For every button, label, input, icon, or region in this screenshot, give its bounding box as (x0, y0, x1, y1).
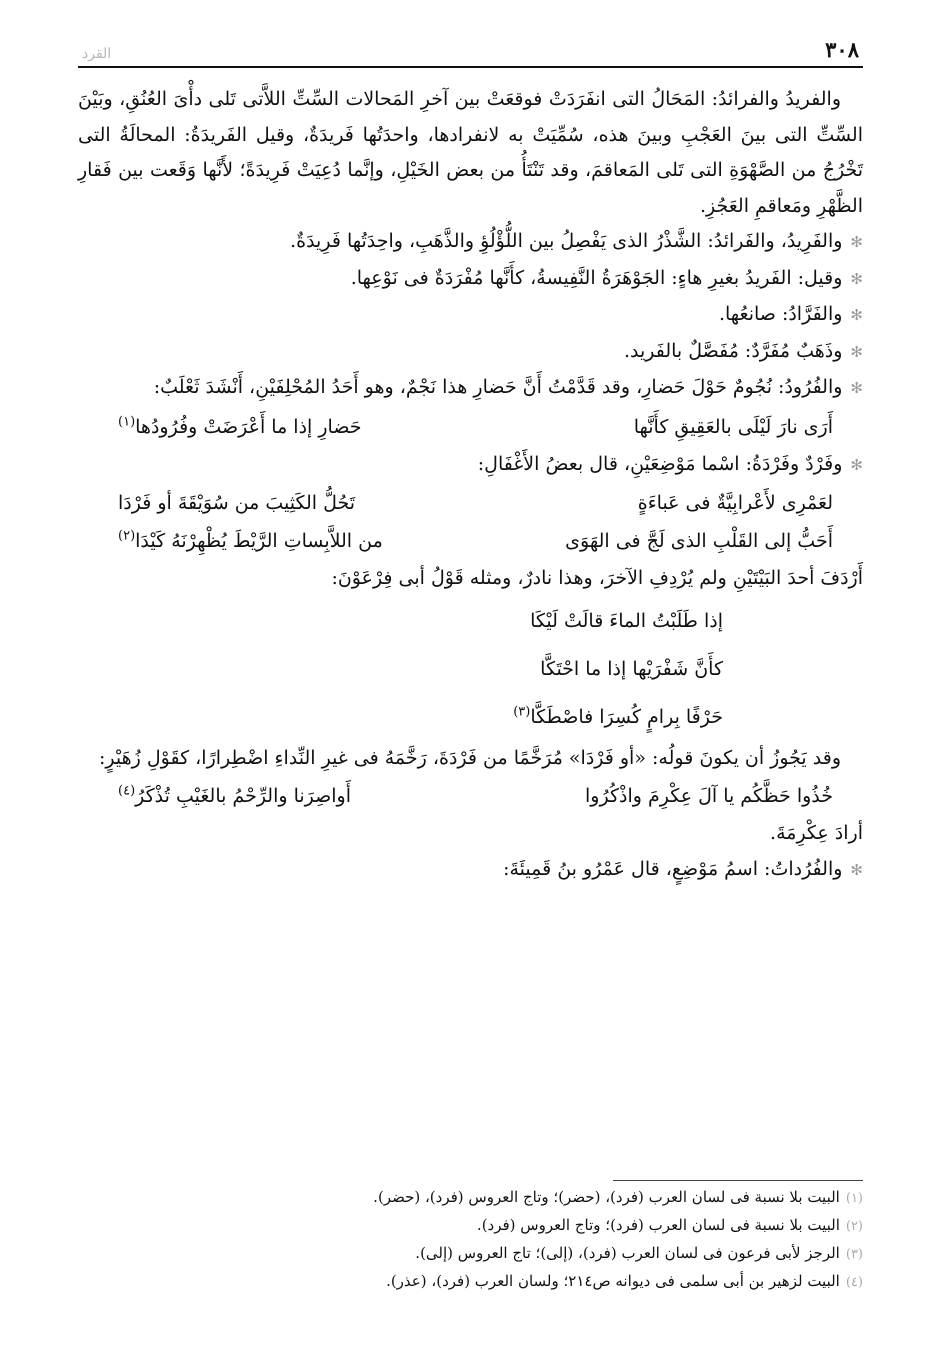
entry-text: وقيل: الفَريدُ بغيرِ هاءٍ: الجَوْهَرَةُ النَّفِيسةُ، كأَنَّها مُفْرَدَةٌ فى نَوْعِها. (350, 266, 843, 289)
footnote-divider (613, 1180, 863, 1181)
star-icon: ✻ (850, 306, 863, 324)
star-icon: ✻ (850, 455, 863, 474)
running-head: القرد (82, 46, 112, 62)
verse-line (78, 778, 863, 814)
page-body (78, 82, 863, 888)
entry-text: والفَرِيدُ، والفَرائدُ: الشَّذْرُ الذى يَفْصِلُ بين اللُّؤْلُؤِ والذَّهَبِ، واحِدَتُها فَرِيدَةٌ. (290, 230, 843, 252)
rajaz-line (78, 693, 863, 741)
star-icon: ✻ (850, 379, 863, 397)
entry-text: وفَرْدٌ وفَرْدَةُ: اسْما مَوْضِعَيْنِ، قال بعضُ الأَغْفَالِ: (477, 452, 843, 475)
entry (78, 447, 863, 484)
paragraph: أَرْدَفَ أحدَ البَيْتَيْنِ ولم يُرْدِفِ الآخرَ، وهذا نادرٌ، ومثله قَوْلُ أبى فِرْعَوْنَ: (331, 567, 863, 589)
footnote-ref: (١) (118, 414, 136, 430)
entry (78, 261, 863, 298)
footnote-mark: (٢) (845, 1219, 863, 1234)
rajaz-text: حَرْفًا بِرامٍ كُسِرَا فاصْطَكَّا (530, 705, 723, 728)
footnote (78, 1212, 863, 1240)
paragraph: أرادَ عِكْرِمَةَ. (770, 822, 863, 844)
verse-line (78, 485, 863, 521)
footnote-ref: (٢) (118, 528, 136, 544)
footnote-mark: (٣) (845, 1247, 863, 1262)
star-icon: ✻ (850, 860, 863, 879)
verse-second-hemistich (118, 409, 362, 445)
star-icon: ✻ (850, 233, 863, 251)
footnote-mark: (١) (845, 1191, 863, 1206)
paragraph: والفريدُ والفرائدُ: المَحَالُ التى انفَرَدَتْ فوقعَتْ بين آخرِ المَحالات السِّتِّ اللاَّتى تَلى دأْىَ العُنُقِ، وبَيْنَ السِّتِّ التى بينَ العَجْبِ وبينَ هذه، سُمِّيَتْ به لانفرادها، واحدَتُها فَريدَةٌ، وقيل الفَريدَةُ: المحالَةُ التى تَخْرُجُ من الصَّهْوَةِ التى تَلى المَعاقمَ، وقد تَنْتَأُ من بعض الخَيْلِ، وإنَّما دُعِيَتْ فَرِيدَةً؛ لأَنَّها وَقَعت بين فَقارِ الظَّهْرِ ومَعاقمِ العَجُزِ. (78, 88, 863, 217)
verse-first-hemistich: خُذُوا حَظَّكُم يا آلَ عِكْرِمَ واذْكُرُوا (585, 785, 833, 807)
entry (78, 224, 863, 261)
verse-text: أَواصِرَنا والرِّحْمُ بالغَيْبِ تُذْكَرُ (135, 785, 352, 807)
entry (78, 334, 863, 371)
paragraph: وقد يَجُوزُ أن يكونَ قولُه: «أو فَرْدَا» مُرَخَّمًا من فَرْدَةَ، رَخَّمَهُ فى غيرِ النِّداءِ اضْطِرارًا، كقَوْلِ زُهَيْرٍ: (99, 746, 841, 769)
entry-text: والفَرَّادُ: صانعُها. (718, 303, 843, 325)
verse-first-hemistich: لعَمْرِى لأَعْرابِيَّةٌ فى عَباءَةٍ (637, 492, 833, 514)
rajaz-line: كأَنَّ شَفْرَيْها إذا ما احْتَكَّا (540, 657, 723, 680)
footnotes (78, 1184, 863, 1296)
entry-text: والفُرُداتُ: اسمُ مَوْضِعٍ، قال عَمْرُو بنُ قَمِيئَةَ: (503, 857, 843, 880)
footnote-text: البيت بلا نسبة فى لسان العرب (فرد)؛ وتاج العروس (فرد). (476, 1216, 840, 1234)
footnote-text: الرجز لأبى فرعون فى لسان العرب (فرد)، (إلى)؛ تاج العروس (إلى). (415, 1244, 840, 1262)
verse-line (78, 409, 863, 445)
footnote-text: البيت بلا نسبة فى لسان العرب (فرد)، (حضر)؛ وتاج العروس (فرد)، (حضر). (373, 1188, 840, 1206)
rajaz-line: إذا طَلَبْتُ الماءَ قالَتْ لَيْكَا (530, 609, 723, 632)
page-header (78, 28, 863, 68)
verse-first-hemistich: أَرَى نارَ لَيْلَى بالعَقِيقِ كأَنَّها (633, 415, 833, 438)
entry (78, 370, 863, 407)
verse-second-hemistich: تَحُلُّ الكَثِيبَ من سُوَيْقَةَ أو فَرْدَا (118, 492, 356, 514)
star-icon: ✻ (850, 269, 863, 288)
entry (78, 852, 863, 889)
footnote (78, 1268, 863, 1296)
footnote (78, 1240, 863, 1268)
footnote-text: البيت لزهير بن أبى سلمى فى ديوانه ص٢١٤؛ ولسان العرب (فرد)، (عذر). (386, 1272, 840, 1290)
star-icon: ✻ (850, 342, 863, 361)
verse-second-hemistich (118, 778, 351, 814)
verse-first-hemistich: أَحَبُّ إلى القَلْبِ الذى لَجَّ فى الهَوَى (565, 530, 833, 552)
page-number: ٣٠٨ (825, 37, 859, 62)
footnote-ref: (٤) (118, 783, 136, 799)
footnote-ref: (٣) (513, 704, 531, 720)
entry-text: وذَهَبٌ مُفَرَّدٌ: مُفَصَّلٌ بالفَريد. (623, 339, 843, 362)
verse-second-hemistich (118, 523, 383, 559)
footnote (78, 1184, 863, 1212)
entry (78, 297, 863, 334)
verse-text: من اللاَّبِساتِ الرَّيْطَ يُظْهِرْنَهُ كَيْدَا (135, 530, 383, 552)
verse-text: حَضارِ إذا ما أَعْرَضَتْ وفُرُودُها (135, 415, 362, 438)
entry-text: والفُرُودُ: نُجُومٌ حَوْلَ حَضارِ، وقد قَدَّمْتُ أَنَّ حَضارِ هذا نَجْمٌ، وهو أَحَدُ المُحْلِفَيْنِ، أَنْشَدَ ثَعْلَبٌ: (153, 376, 843, 398)
footnote-mark: (٤) (845, 1275, 863, 1290)
verse-line (78, 523, 863, 559)
